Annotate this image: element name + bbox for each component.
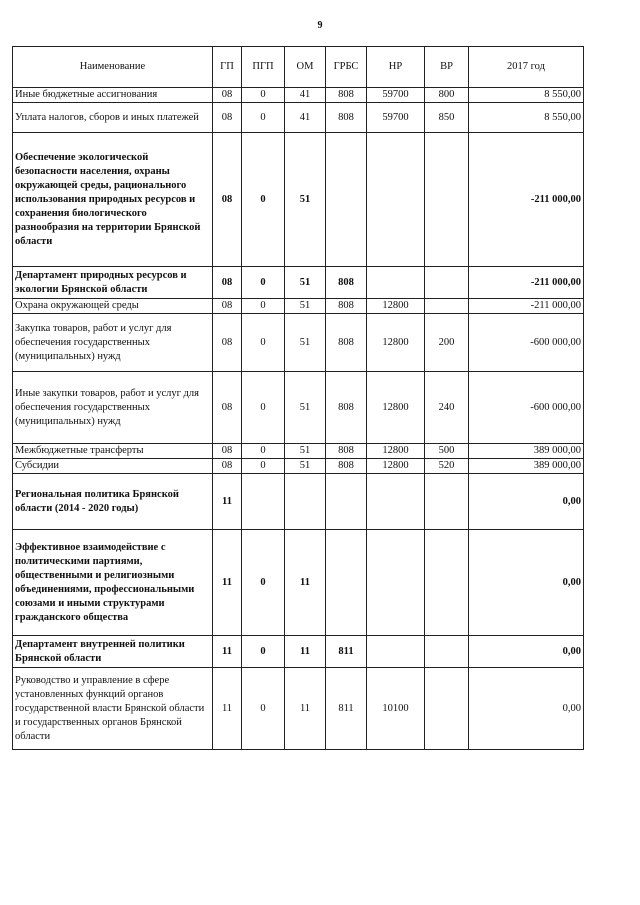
- row-gp: 08: [213, 444, 242, 459]
- row-gp: 11: [213, 668, 242, 750]
- row-nr: 12800: [367, 459, 425, 474]
- row-pgp: 0: [242, 444, 285, 459]
- row-grbs: 808: [326, 314, 367, 372]
- row-pgp: 0: [242, 133, 285, 267]
- row-om: 51: [285, 444, 326, 459]
- row-gp: 08: [213, 459, 242, 474]
- row-value: 0,00: [469, 474, 584, 530]
- row-value: 8 550,00: [469, 88, 584, 103]
- table-row: [13, 133, 584, 267]
- header-vr: ВР: [425, 47, 469, 88]
- row-name: Иные закупки товаров, работ и услуг для обеспечения государственных (муниципальных) нужд: [13, 372, 213, 444]
- row-vr: 850: [425, 103, 469, 133]
- row-value: 8 550,00: [469, 103, 584, 133]
- row-name: Департамент природных ресурсов и экологии Брянской области: [13, 267, 213, 299]
- table-row: [13, 88, 584, 103]
- header-om: ОМ: [285, 47, 326, 88]
- table-row: [13, 299, 584, 314]
- row-om: [285, 474, 326, 530]
- row-gp: 08: [213, 133, 242, 267]
- table-row: [13, 530, 584, 636]
- header-year: 2017 год: [469, 47, 584, 88]
- table-row: [13, 636, 584, 668]
- row-grbs: 808: [326, 459, 367, 474]
- row-gp: 11: [213, 636, 242, 668]
- row-nr: [367, 474, 425, 530]
- row-om: 51: [285, 372, 326, 444]
- row-vr: [425, 267, 469, 299]
- row-value: -600 000,00: [469, 372, 584, 444]
- row-name: Субсидии: [13, 459, 213, 474]
- page-number: 9: [317, 20, 323, 31]
- row-om: 51: [285, 314, 326, 372]
- row-value: -211 000,00: [469, 299, 584, 314]
- header-name: Наименование: [13, 47, 213, 88]
- header-row: [13, 47, 584, 88]
- row-pgp: 0: [242, 88, 285, 103]
- row-name: Межбюджетные трансферты: [13, 444, 213, 459]
- row-nr: [367, 267, 425, 299]
- row-nr: [367, 636, 425, 668]
- row-pgp: 0: [242, 314, 285, 372]
- budget-table: [12, 46, 584, 750]
- row-pgp: 0: [242, 636, 285, 668]
- row-name: Иные бюджетные ассигнования: [13, 88, 213, 103]
- table-row: [13, 372, 584, 444]
- row-value: -211 000,00: [469, 267, 584, 299]
- row-vr: 240: [425, 372, 469, 444]
- table-row: [13, 459, 584, 474]
- row-name: Департамент внутренней политики Брянской области: [13, 636, 213, 668]
- row-name: Охрана окружающей среды: [13, 299, 213, 314]
- row-gp: 11: [213, 474, 242, 530]
- row-name: Уплата налогов, сборов и иных платежей: [13, 103, 213, 133]
- row-om: 51: [285, 459, 326, 474]
- row-grbs: [326, 530, 367, 636]
- row-nr: 59700: [367, 88, 425, 103]
- row-vr: 520: [425, 459, 469, 474]
- row-pgp: [242, 474, 285, 530]
- row-grbs: 808: [326, 88, 367, 103]
- row-vr: 500: [425, 444, 469, 459]
- row-nr: 10100: [367, 668, 425, 750]
- row-vr: [425, 133, 469, 267]
- row-pgp: 0: [242, 459, 285, 474]
- row-value: -600 000,00: [469, 314, 584, 372]
- row-gp: 08: [213, 267, 242, 299]
- row-pgp: 0: [242, 372, 285, 444]
- row-pgp: 0: [242, 530, 285, 636]
- row-value: 0,00: [469, 530, 584, 636]
- row-gp: 08: [213, 372, 242, 444]
- row-value: 0,00: [469, 668, 584, 750]
- table-row: [13, 668, 584, 750]
- row-om: 41: [285, 88, 326, 103]
- row-name: Региональная политика Брянской области (2014 - 2020 годы): [13, 474, 213, 530]
- row-gp: 08: [213, 88, 242, 103]
- row-om: 11: [285, 668, 326, 750]
- row-grbs: 808: [326, 444, 367, 459]
- row-vr: 200: [425, 314, 469, 372]
- table-row: [13, 474, 584, 530]
- row-nr: 12800: [367, 299, 425, 314]
- row-vr: [425, 299, 469, 314]
- row-om: 51: [285, 299, 326, 314]
- row-grbs: 808: [326, 299, 367, 314]
- row-grbs: 811: [326, 636, 367, 668]
- row-gp: 08: [213, 299, 242, 314]
- header-grbs: ГРБС: [326, 47, 367, 88]
- row-gp: 11: [213, 530, 242, 636]
- table-row: [13, 103, 584, 133]
- row-grbs: 808: [326, 267, 367, 299]
- row-gp: 08: [213, 314, 242, 372]
- row-grbs: 808: [326, 103, 367, 133]
- row-vr: 800: [425, 88, 469, 103]
- row-vr: [425, 668, 469, 750]
- row-pgp: 0: [242, 299, 285, 314]
- row-pgp: 0: [242, 668, 285, 750]
- row-nr: 12800: [367, 372, 425, 444]
- table-row: [13, 314, 584, 372]
- row-name: Закупка товаров, работ и услуг для обеспечения государственных (муниципальных) нужд: [13, 314, 213, 372]
- row-om: 41: [285, 103, 326, 133]
- table-row: [13, 267, 584, 299]
- row-grbs: [326, 474, 367, 530]
- row-value: 0,00: [469, 636, 584, 668]
- row-name: Обеспечение экологической безопасности населения, охраны окружающей среды, рационального использования природных ресурсов и сохранения биологического разнообразия на территории Брянской области: [13, 133, 213, 267]
- row-grbs: 808: [326, 372, 367, 444]
- row-pgp: 0: [242, 103, 285, 133]
- row-grbs: 811: [326, 668, 367, 750]
- row-value: 389 000,00: [469, 459, 584, 474]
- row-vr: [425, 474, 469, 530]
- row-name: Эффективное взаимодействие с политическими партиями, общественными и религиозными объединениями, профессиональными союзами и иными структурами гражданского общества: [13, 530, 213, 636]
- row-name: Руководство и управление в сфере установленных функций органов государственной власти Брянской области и государственных органов Брянской области: [13, 668, 213, 750]
- row-om: 11: [285, 530, 326, 636]
- row-nr: [367, 133, 425, 267]
- header-pgp: ПГП: [242, 47, 285, 88]
- row-vr: [425, 636, 469, 668]
- row-nr: 12800: [367, 444, 425, 459]
- row-nr: 59700: [367, 103, 425, 133]
- row-pgp: 0: [242, 267, 285, 299]
- row-value: 389 000,00: [469, 444, 584, 459]
- row-gp: 08: [213, 103, 242, 133]
- row-vr: [425, 530, 469, 636]
- row-om: 51: [285, 267, 326, 299]
- row-nr: 12800: [367, 314, 425, 372]
- row-value: -211 000,00: [469, 133, 584, 267]
- header-gp: ГП: [213, 47, 242, 88]
- row-grbs: [326, 133, 367, 267]
- table-row: [13, 444, 584, 459]
- row-nr: [367, 530, 425, 636]
- header-nr: НР: [367, 47, 425, 88]
- row-om: 51: [285, 133, 326, 267]
- row-om: 11: [285, 636, 326, 668]
